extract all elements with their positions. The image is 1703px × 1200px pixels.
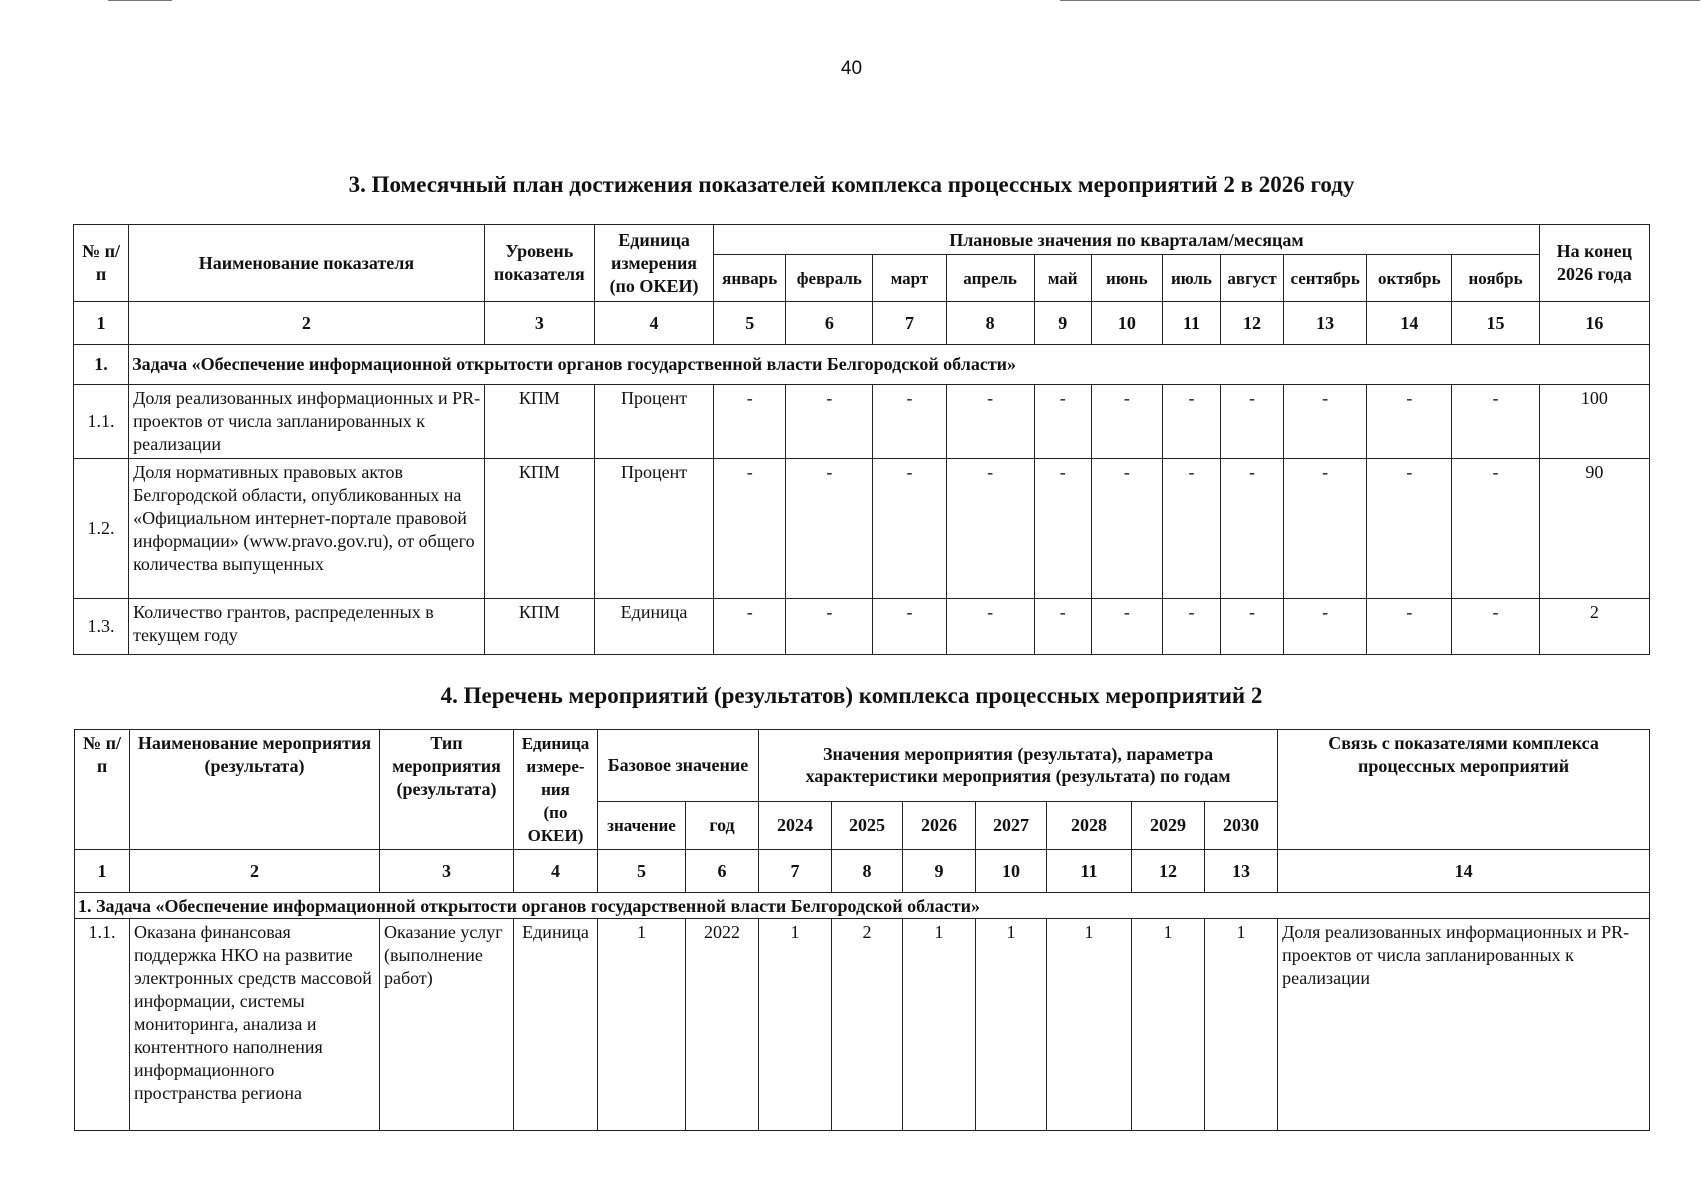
header-year: 2030 bbox=[1205, 801, 1278, 849]
header-link: Связь с показателями комплекса процессных мероприятий bbox=[1278, 730, 1650, 850]
header-year: 2026 bbox=[903, 801, 976, 849]
header-activity-type: Тип мероприятия (результата) bbox=[380, 730, 514, 850]
month-value: - bbox=[946, 599, 1034, 655]
header-unit: Единица измерения (по ОКЕИ) bbox=[594, 225, 713, 302]
header-num: № п/п bbox=[74, 225, 129, 302]
month-value: - bbox=[946, 385, 1034, 459]
section-3-title: 3. Помесячный план достижения показателей комплекса процессных мероприятий 2 в 2026 году bbox=[348, 172, 1355, 197]
header-year: 2027 bbox=[976, 801, 1047, 849]
top-rule-right bbox=[1060, 0, 1700, 1]
header-year: 2025 bbox=[832, 801, 903, 849]
column-number: 7 bbox=[873, 302, 946, 345]
task-title: 1. Задача «Обеспечение информационной открытости органов государственной власти Белгородской области» bbox=[75, 893, 1650, 919]
end-of-year-value: 2 bbox=[1539, 599, 1649, 655]
month-value: - bbox=[873, 459, 946, 599]
header-month: июнь bbox=[1091, 255, 1162, 302]
month-value: - bbox=[786, 459, 873, 599]
header-unit-line1: Единица измере- bbox=[521, 734, 590, 776]
page-number: 40 bbox=[840, 58, 863, 79]
month-value: - bbox=[1284, 459, 1367, 599]
column-number: 5 bbox=[714, 302, 786, 345]
month-value: - bbox=[873, 599, 946, 655]
header-month: сентябрь bbox=[1284, 255, 1367, 302]
column-number: 6 bbox=[786, 302, 873, 345]
top-rule-left bbox=[108, 0, 172, 1]
month-value: - bbox=[786, 599, 873, 655]
indicator-level: КПМ bbox=[484, 385, 594, 459]
header-unit-line3: (по ОКЕИ) bbox=[527, 803, 584, 845]
header-month: август bbox=[1221, 255, 1284, 302]
column-number: 10 bbox=[976, 850, 1047, 893]
base-value: 1 bbox=[598, 919, 686, 1131]
column-number: 14 bbox=[1367, 302, 1452, 345]
header-month: январь bbox=[714, 255, 786, 302]
activities-table bbox=[74, 729, 1650, 1131]
column-number: 4 bbox=[594, 302, 713, 345]
month-value: - bbox=[946, 459, 1034, 599]
column-number: 1 bbox=[75, 850, 130, 893]
month-value: - bbox=[1034, 459, 1091, 599]
column-number: 11 bbox=[1162, 302, 1220, 345]
month-value: - bbox=[714, 599, 786, 655]
column-number: 13 bbox=[1284, 302, 1367, 345]
year-value: 1 bbox=[903, 919, 976, 1131]
month-value: - bbox=[1452, 459, 1539, 599]
row-number: 1.1. bbox=[74, 385, 129, 459]
indicator-unit: Единица bbox=[594, 599, 713, 655]
header-values-by-year: Значения мероприятия (результата), параметра характеристики мероприятия (результата) по годам bbox=[759, 730, 1278, 802]
year-value: 2 bbox=[832, 919, 903, 1131]
column-number: 3 bbox=[380, 850, 514, 893]
header-month: март bbox=[873, 255, 946, 302]
month-value: - bbox=[1034, 385, 1091, 459]
column-number: 10 bbox=[1091, 302, 1162, 345]
column-number: 7 bbox=[759, 850, 832, 893]
header-unit bbox=[514, 730, 598, 850]
header-month: февраль bbox=[786, 255, 873, 302]
month-value: - bbox=[714, 385, 786, 459]
linked-indicator: Доля реализованных информационных и PR-проектов от числа запланированных к реализации bbox=[1278, 919, 1650, 1131]
month-value: - bbox=[873, 385, 946, 459]
month-value: - bbox=[1284, 385, 1367, 459]
task-title: Задача «Обеспечение информационной открытости органов государственной власти Белгородской области» bbox=[129, 345, 1650, 385]
base-year: 2022 bbox=[686, 919, 759, 1131]
month-value: - bbox=[1091, 459, 1162, 599]
year-value: 1 bbox=[1132, 919, 1205, 1131]
column-number: 9 bbox=[903, 850, 976, 893]
section-4-title: 4. Перечень мероприятий (результатов) комплекса процессных мероприятий 2 bbox=[440, 683, 1263, 708]
column-number: 11 bbox=[1047, 850, 1132, 893]
row-number: 1.1. bbox=[75, 919, 130, 1131]
header-month: апрель bbox=[946, 255, 1034, 302]
indicator-name: Доля нормативных правовых актов Белгородской области, опубликованных на «Официальном интернет-портале правовой информации» (www.pravo.gov.ru), от общего количества выпущенных bbox=[129, 459, 485, 599]
header-num: № п/п bbox=[75, 730, 130, 850]
year-value: 1 bbox=[1205, 919, 1278, 1131]
indicator-level: КПМ bbox=[484, 459, 594, 599]
indicator-level: КПМ bbox=[484, 599, 594, 655]
month-value: - bbox=[1367, 459, 1452, 599]
end-of-year-value: 90 bbox=[1539, 459, 1649, 599]
column-number: 12 bbox=[1132, 850, 1205, 893]
month-value: - bbox=[714, 459, 786, 599]
header-month: май bbox=[1034, 255, 1091, 302]
column-number: 8 bbox=[946, 302, 1034, 345]
header-month: ноябрь bbox=[1452, 255, 1539, 302]
month-value: - bbox=[1162, 385, 1220, 459]
column-number: 1 bbox=[74, 302, 129, 345]
header-base-value-year: год bbox=[686, 801, 759, 849]
column-number: 8 bbox=[832, 850, 903, 893]
month-value: - bbox=[1367, 599, 1452, 655]
month-value: - bbox=[1221, 385, 1284, 459]
header-end-of-year: На конец 2026 года bbox=[1539, 225, 1649, 302]
month-value: - bbox=[1367, 385, 1452, 459]
row-number: 1.2. bbox=[74, 459, 129, 599]
header-year: 2024 bbox=[759, 801, 832, 849]
row-number: 1.3. bbox=[74, 599, 129, 655]
month-value: - bbox=[786, 385, 873, 459]
header-unit-line2: ния bbox=[541, 780, 570, 799]
month-value: - bbox=[1284, 599, 1367, 655]
activity-type: Оказание услуг (выполнение работ) bbox=[380, 919, 514, 1131]
activity-unit: Единица bbox=[514, 919, 598, 1131]
header-month: октябрь bbox=[1367, 255, 1452, 302]
column-number: 16 bbox=[1539, 302, 1649, 345]
month-value: - bbox=[1162, 599, 1220, 655]
indicator-unit: Процент bbox=[594, 459, 713, 599]
task-number: 1. bbox=[74, 345, 129, 385]
month-value: - bbox=[1162, 459, 1220, 599]
indicator-name: Доля реализованных информационных и PR-проектов от числа запланированных к реализации bbox=[129, 385, 485, 459]
header-base-value: Базовое значение bbox=[598, 730, 759, 802]
year-value: 1 bbox=[759, 919, 832, 1131]
header-year: 2028 bbox=[1047, 801, 1132, 849]
month-value: - bbox=[1091, 385, 1162, 459]
indicator-name: Количество грантов, распределенных в текущем году bbox=[129, 599, 485, 655]
month-value: - bbox=[1221, 459, 1284, 599]
month-value: - bbox=[1452, 385, 1539, 459]
column-number: 2 bbox=[129, 302, 485, 345]
month-value: - bbox=[1452, 599, 1539, 655]
column-number: 15 bbox=[1452, 302, 1539, 345]
header-month: июль bbox=[1162, 255, 1220, 302]
column-number: 14 bbox=[1278, 850, 1650, 893]
activity-name: Оказана финансовая поддержка НКО на развитие электронных средств массовой информации, системы мониторинга, анализа и контентного наполнения информационного пространства региона bbox=[130, 919, 380, 1131]
column-number: 2 bbox=[130, 850, 380, 893]
header-activity-name: Наименование мероприятия (результата) bbox=[130, 730, 380, 850]
column-number: 9 bbox=[1034, 302, 1091, 345]
header-year: 2029 bbox=[1132, 801, 1205, 849]
monthly-plan-table bbox=[73, 224, 1650, 655]
month-value: - bbox=[1091, 599, 1162, 655]
column-number: 12 bbox=[1221, 302, 1284, 345]
column-number: 4 bbox=[514, 850, 598, 893]
column-number: 3 bbox=[484, 302, 594, 345]
indicator-unit: Процент bbox=[594, 385, 713, 459]
column-number: 13 bbox=[1205, 850, 1278, 893]
header-level: Уровень показателя bbox=[484, 225, 594, 302]
header-base-value-value: значение bbox=[598, 801, 686, 849]
year-value: 1 bbox=[1047, 919, 1132, 1131]
month-value: - bbox=[1221, 599, 1284, 655]
column-number: 6 bbox=[686, 850, 759, 893]
end-of-year-value: 100 bbox=[1539, 385, 1649, 459]
column-number: 5 bbox=[598, 850, 686, 893]
year-value: 1 bbox=[976, 919, 1047, 1131]
month-value: - bbox=[1034, 599, 1091, 655]
header-indicator-name: Наименование показателя bbox=[129, 225, 485, 302]
header-planned-values: Плановые значения по кварталам/месяцам bbox=[714, 225, 1540, 255]
